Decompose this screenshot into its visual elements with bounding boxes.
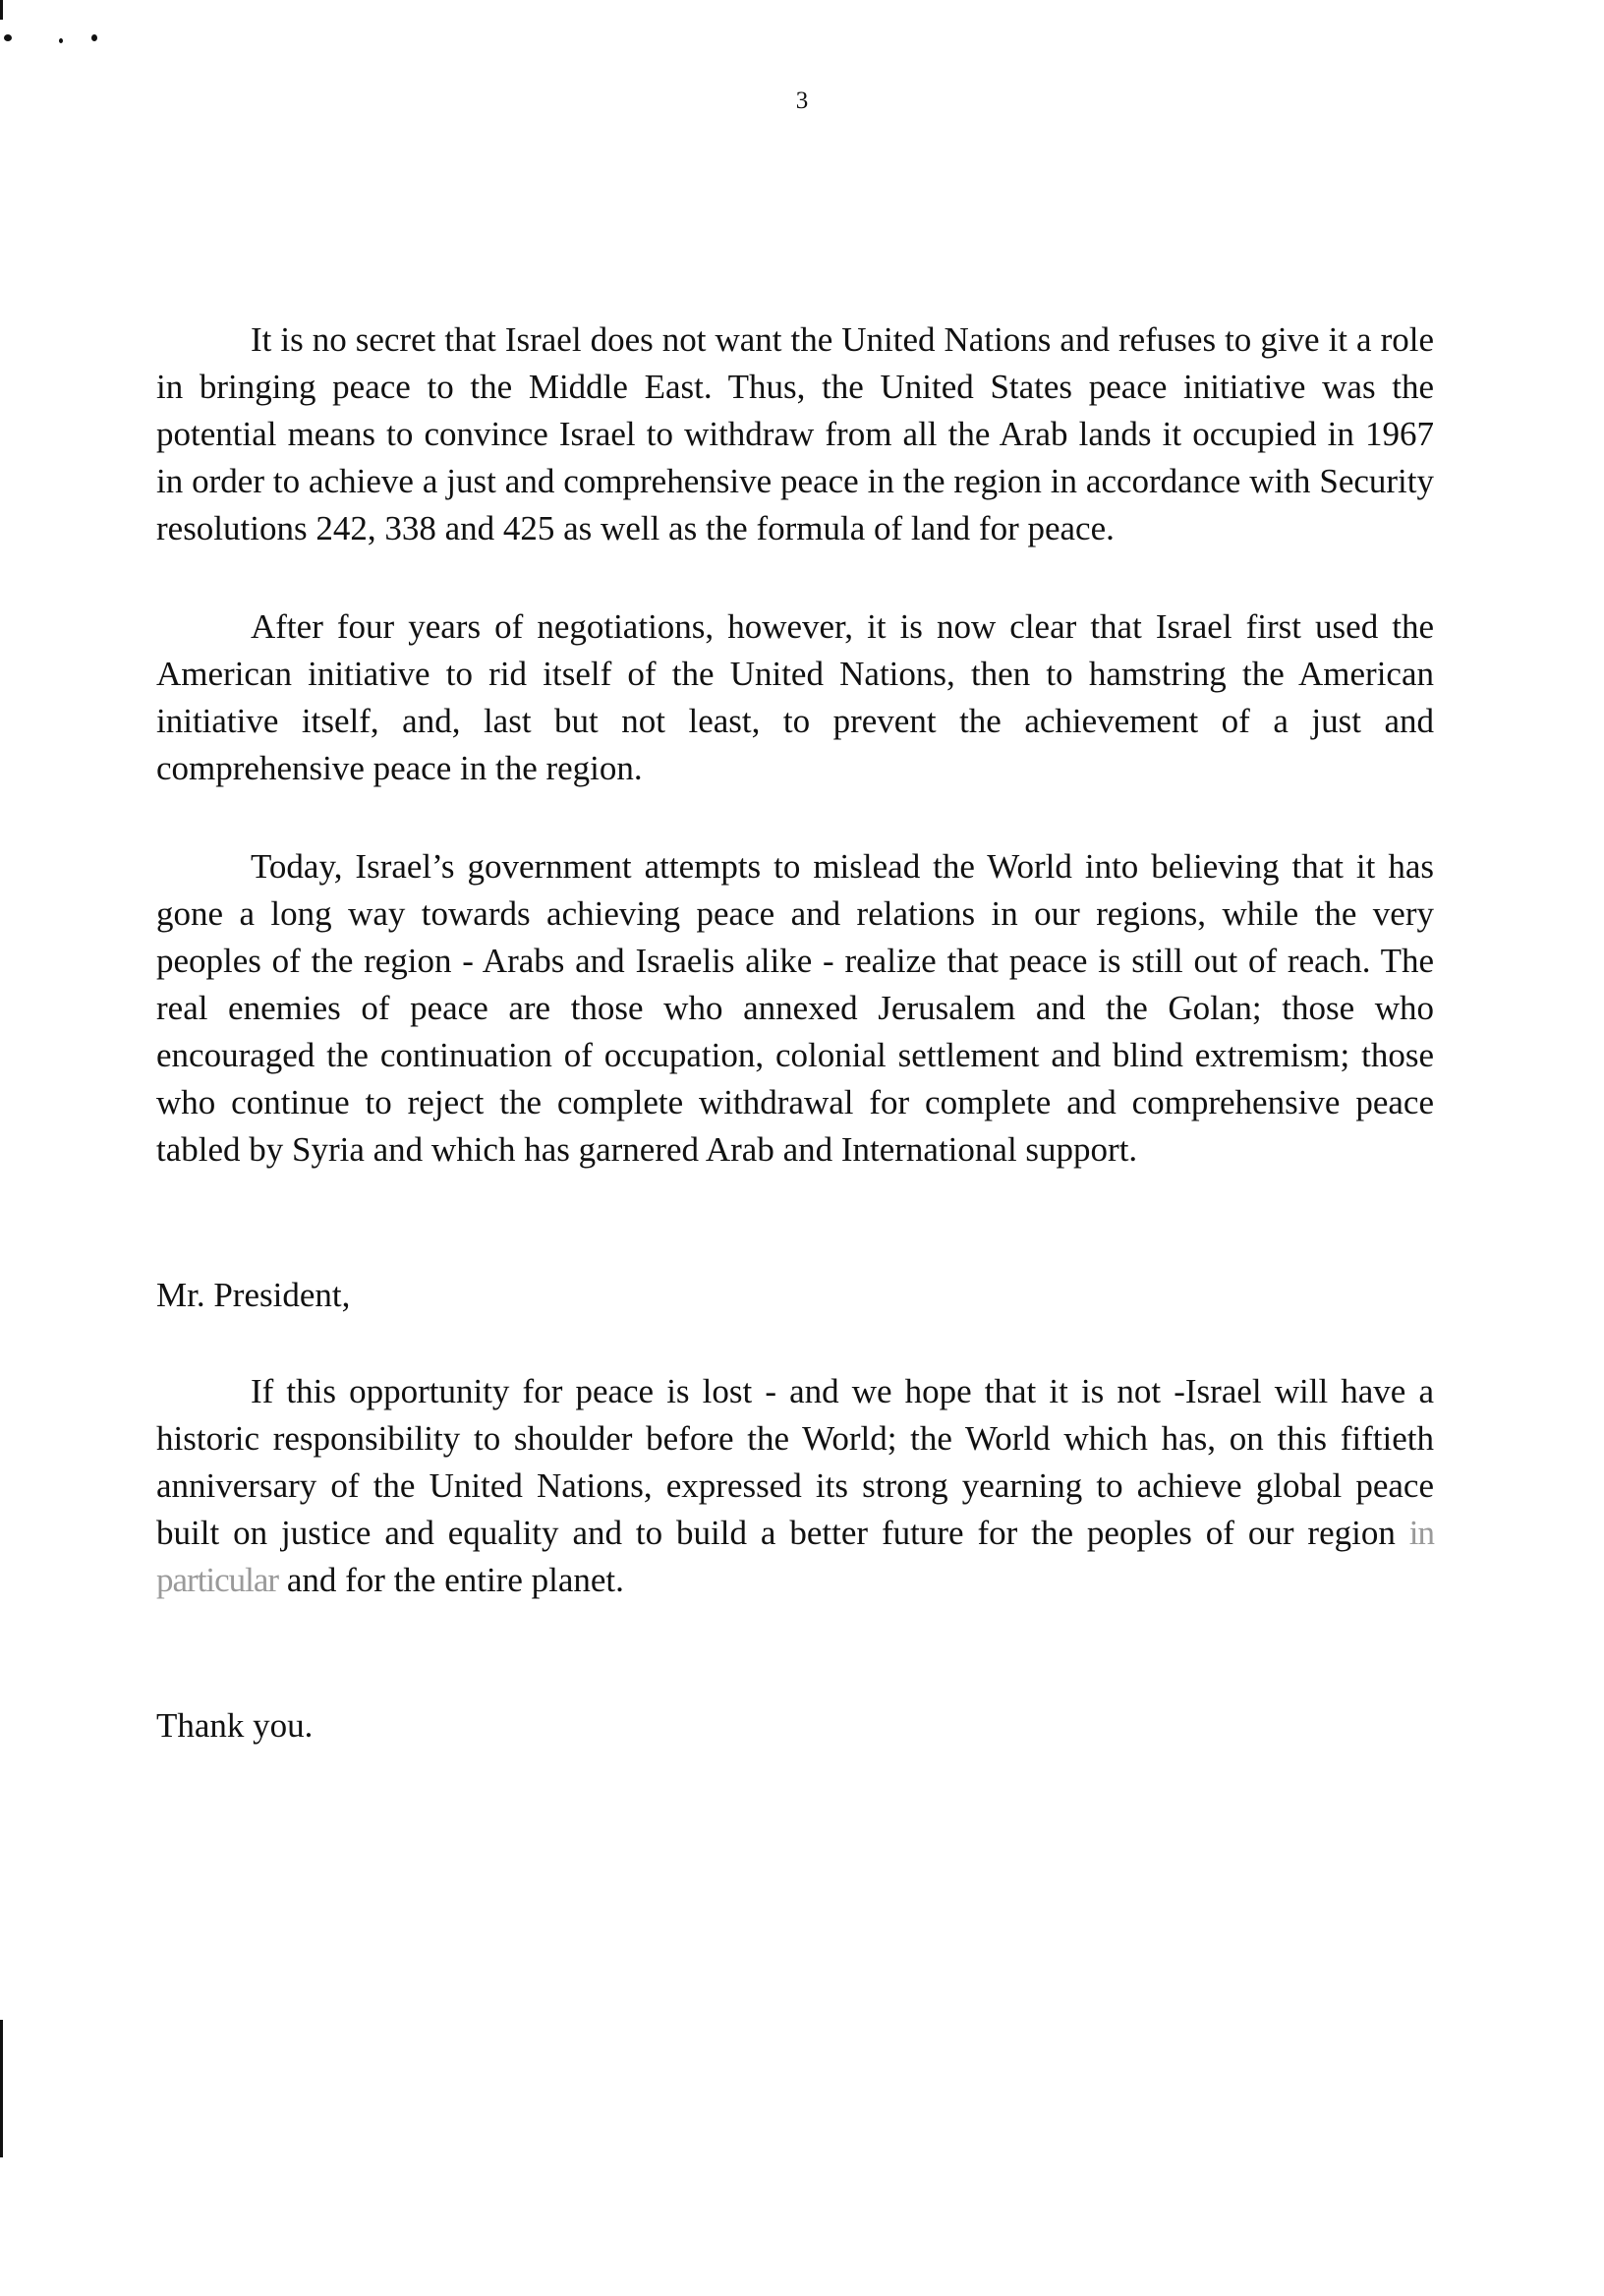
scan-edge-mark-top xyxy=(0,0,3,20)
closing: Thank you. xyxy=(156,1706,314,1745)
scan-dot xyxy=(59,38,63,43)
document-body xyxy=(156,316,1434,1750)
scan-edge-mark-bottom xyxy=(0,2020,3,2157)
scan-dot xyxy=(91,34,97,41)
scan-dot xyxy=(4,34,12,41)
paragraph-3: Today, Israel’s government attempts to mislead the World into believing that it has gone a long way towards achieving peace and relations in our regions, while the very peoples of the region - Arabs and Israelis alike - realize that peace is still out of reach. The real enemies of peace are those who annexed Jerusalem and the Golan; those who encouraged the continuation of occupation, colonial settlement and blind extremism; those who continue to reject the complete withdrawal for complete and comprehensive peace tabled by Syria and which has garnered Arab and International support. xyxy=(156,847,1434,1169)
salutation: Mr. President, xyxy=(156,1276,351,1314)
paragraph-2: After four years of negotiations, however, it is now clear that Israel first used the American initiative to rid itself of the United Nations, then to hamstring the American initiative itself, and, last but not least, to prevent the achievement of a just and comprehensive peace in the region. xyxy=(156,607,1434,787)
paragraph-4-text-end: and for the entire planet. xyxy=(278,1561,624,1599)
paragraph-4-text: If this opportunity for peace is lost - and we hope that it is not -Israel will have a historic responsibility to shoulder before the World; the World which has, on this fiftieth anniversary of the United Nations, expressed its strong yearning to achieve global peace built on justice and equality and to build a better future for the peoples of our region xyxy=(156,1372,1434,1552)
paragraph-4-faded-text: in particular xyxy=(156,1514,1434,1599)
paragraph-4 xyxy=(156,1368,1434,1604)
page-number: 3 xyxy=(795,87,809,114)
paragraph-1: It is no secret that Israel does not want the United Nations and refuses to give it a role in bringing peace to the Middle East. Thus, the United States peace initiative was the potential means to convince Israel to withdraw from all the Arab lands it occupied in 1967 in order to achieve a just and comprehensive peace in the region in accordance with Security resolutions 242, 338 and 425 as well as the formula of land for peace. xyxy=(156,320,1434,547)
